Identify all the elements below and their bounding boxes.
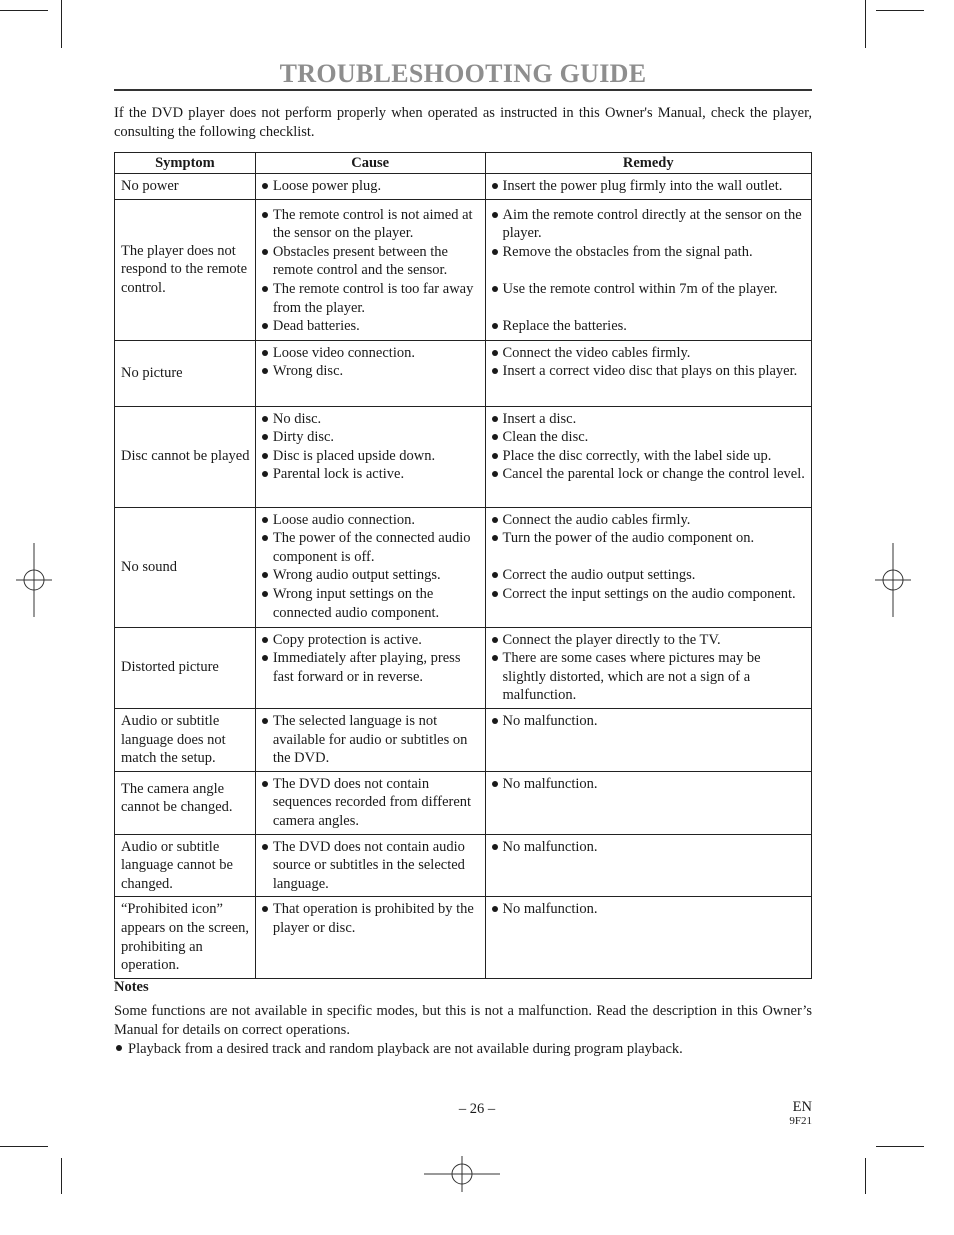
cause-item: The DVD does not contain sequences recorded from different camera angles. [262, 775, 481, 831]
table-header-row [115, 153, 812, 174]
intro-paragraph: If the DVD player does not perform properly when operated as instructed in this Owner's Manual, check the player, consulting the following checklist. [114, 105, 812, 140]
remedy-item: There are some cases where pictures may be slightly distorted, which are not a sign of a malfunction. [492, 649, 807, 705]
cause-item: Immediately after playing, press fast forward or in reverse. [262, 649, 481, 686]
cause-item: Loose video connection. [262, 344, 481, 363]
cause-item: Loose audio connection. [262, 511, 481, 530]
crop-mark [0, 1146, 48, 1147]
crop-mark [0, 10, 48, 11]
cause-item: The selected language is not available for audio or subtitles on the DVD. [262, 712, 481, 768]
remedy-cell [485, 174, 811, 200]
cause-item: Obstacles present between the remote control and the sensor. [262, 243, 481, 280]
remedy-item: Aim the remote control directly at the sensor on the player. [492, 206, 807, 243]
remedy-cell [485, 897, 811, 978]
remedy-item: Connect the audio cables firmly. [492, 511, 807, 530]
model-code: 9F21 [789, 1115, 812, 1127]
notes-paragraph: Some functions are not available in specific modes, but this is not a malfunction. Read the description in this Owner’s Manual for details on correct operations. [114, 1003, 812, 1038]
remedy-item: Replace the batteries. [492, 317, 807, 336]
remedy-cell [485, 406, 811, 507]
cause-cell [255, 708, 485, 771]
table-row [115, 199, 812, 340]
crop-mark [865, 0, 866, 48]
cause-item: Copy protection is active. [262, 631, 481, 650]
remedy-item: Insert a disc. [492, 410, 807, 429]
remedy-item: No malfunction. [492, 900, 807, 919]
cause-item: That operation is prohibited by the player or disc. [262, 900, 481, 937]
troubleshooting-table [114, 152, 812, 979]
remedy-item: Cancel the parental lock or change the control level. [492, 465, 807, 484]
remedy-cell [485, 771, 811, 834]
table-row [115, 834, 812, 897]
symptom-cell: Audio or subtitle language does not match the setup. [115, 708, 256, 771]
registration-mark-icon [873, 543, 913, 617]
page-number: – 26 – [458, 1101, 496, 1117]
cause-cell [255, 627, 485, 708]
table-row [115, 708, 812, 771]
crop-mark [61, 1158, 62, 1194]
cause-item: No disc. [262, 410, 481, 429]
cause-item: Disc is placed upside down. [262, 447, 481, 466]
table-row [115, 897, 812, 978]
header-cause: Cause [255, 153, 485, 174]
crop-mark [876, 1146, 924, 1147]
remedy-cell [485, 834, 811, 897]
cause-cell [255, 897, 485, 978]
symptom-cell: Distorted picture [115, 627, 256, 708]
cause-item: Wrong disc. [262, 362, 481, 381]
registration-mark-icon [14, 543, 54, 617]
remedy-item: Use the remote control within 7m of the player. [492, 280, 807, 299]
remedy-cell [485, 627, 811, 708]
symptom-cell: The camera angle cannot be changed. [115, 771, 256, 834]
table-row [115, 174, 812, 200]
remedy-cell [485, 507, 811, 627]
notes-heading: Notes [114, 979, 149, 995]
remedy-item: Connect the player directly to the TV. [492, 631, 807, 650]
table-row [115, 771, 812, 834]
cause-cell [255, 834, 485, 897]
cause-cell [255, 771, 485, 834]
table-row [115, 340, 812, 406]
remedy-item: No malfunction. [492, 775, 807, 794]
crop-mark [865, 1158, 866, 1194]
cause-item: Parental lock is active. [262, 465, 481, 484]
symptom-cell: No sound [115, 507, 256, 627]
remedy-item: Correct the input settings on the audio component. [492, 585, 807, 604]
remedy-cell [485, 708, 811, 771]
remedy-item: Correct the audio output settings. [492, 566, 807, 585]
cause-cell [255, 340, 485, 406]
crop-mark [876, 10, 924, 11]
cause-cell [255, 199, 485, 340]
table-row [115, 507, 812, 627]
language-code: EN [792, 1099, 812, 1115]
cause-cell [255, 406, 485, 507]
header-remedy: Remedy [485, 153, 811, 174]
symptom-cell: Disc cannot be played [115, 406, 256, 507]
symptom-cell: No power [115, 174, 256, 200]
remedy-item: Clean the disc. [492, 428, 807, 447]
remedy-item: Place the disc correctly, with the label side up. [492, 447, 807, 466]
symptom-cell: The player does not respond to the remote control. [115, 199, 256, 340]
remedy-cell [485, 340, 811, 406]
remedy-item: Connect the video cables firmly. [492, 344, 807, 363]
symptom-cell: “Prohibited icon” appears on the screen, prohibiting an operation. [115, 897, 256, 978]
notes-bullet-text: Playback from a desired track and random playback are not available during program playback. [128, 1041, 683, 1057]
table-row [115, 406, 812, 507]
symptom-cell: No picture [115, 340, 256, 406]
cause-item: The remote control is too far away from the player. [262, 280, 481, 317]
cause-item: Wrong audio output settings. [262, 566, 481, 585]
cause-item: Dirty disc. [262, 428, 481, 447]
header-symptom: Symptom [115, 153, 256, 174]
cause-item: Wrong input settings on the connected audio component. [262, 585, 481, 622]
cause-item: Loose power plug. [262, 177, 481, 196]
remedy-item: No malfunction. [492, 838, 807, 857]
registration-mark-icon [424, 1154, 500, 1194]
table-row [115, 627, 812, 708]
cause-item: The remote control is not aimed at the sensor on the player. [262, 206, 481, 243]
remedy-item: Remove the obstacles from the signal path. [492, 243, 807, 262]
page-title: TROUBLESHOOTING GUIDE [279, 59, 647, 88]
cause-cell [255, 174, 485, 200]
remedy-item: Insert the power plug firmly into the wall outlet. [492, 177, 807, 196]
cause-item: The DVD does not contain audio source or subtitles in the selected language. [262, 838, 481, 894]
cause-cell [255, 507, 485, 627]
cause-item: Dead batteries. [262, 317, 481, 336]
symptom-cell: Audio or subtitle language cannot be changed. [115, 834, 256, 897]
remedy-item: No malfunction. [492, 712, 807, 731]
remedy-item: Turn the power of the audio component on. [492, 529, 807, 548]
crop-mark [61, 0, 62, 48]
notes-bullet [116, 1040, 812, 1059]
bullet-icon [116, 1045, 122, 1051]
cause-item: The power of the connected audio component is off. [262, 529, 481, 566]
remedy-item: Insert a correct video disc that plays on this player. [492, 362, 807, 381]
title-rule [114, 89, 812, 91]
remedy-cell [485, 199, 811, 340]
